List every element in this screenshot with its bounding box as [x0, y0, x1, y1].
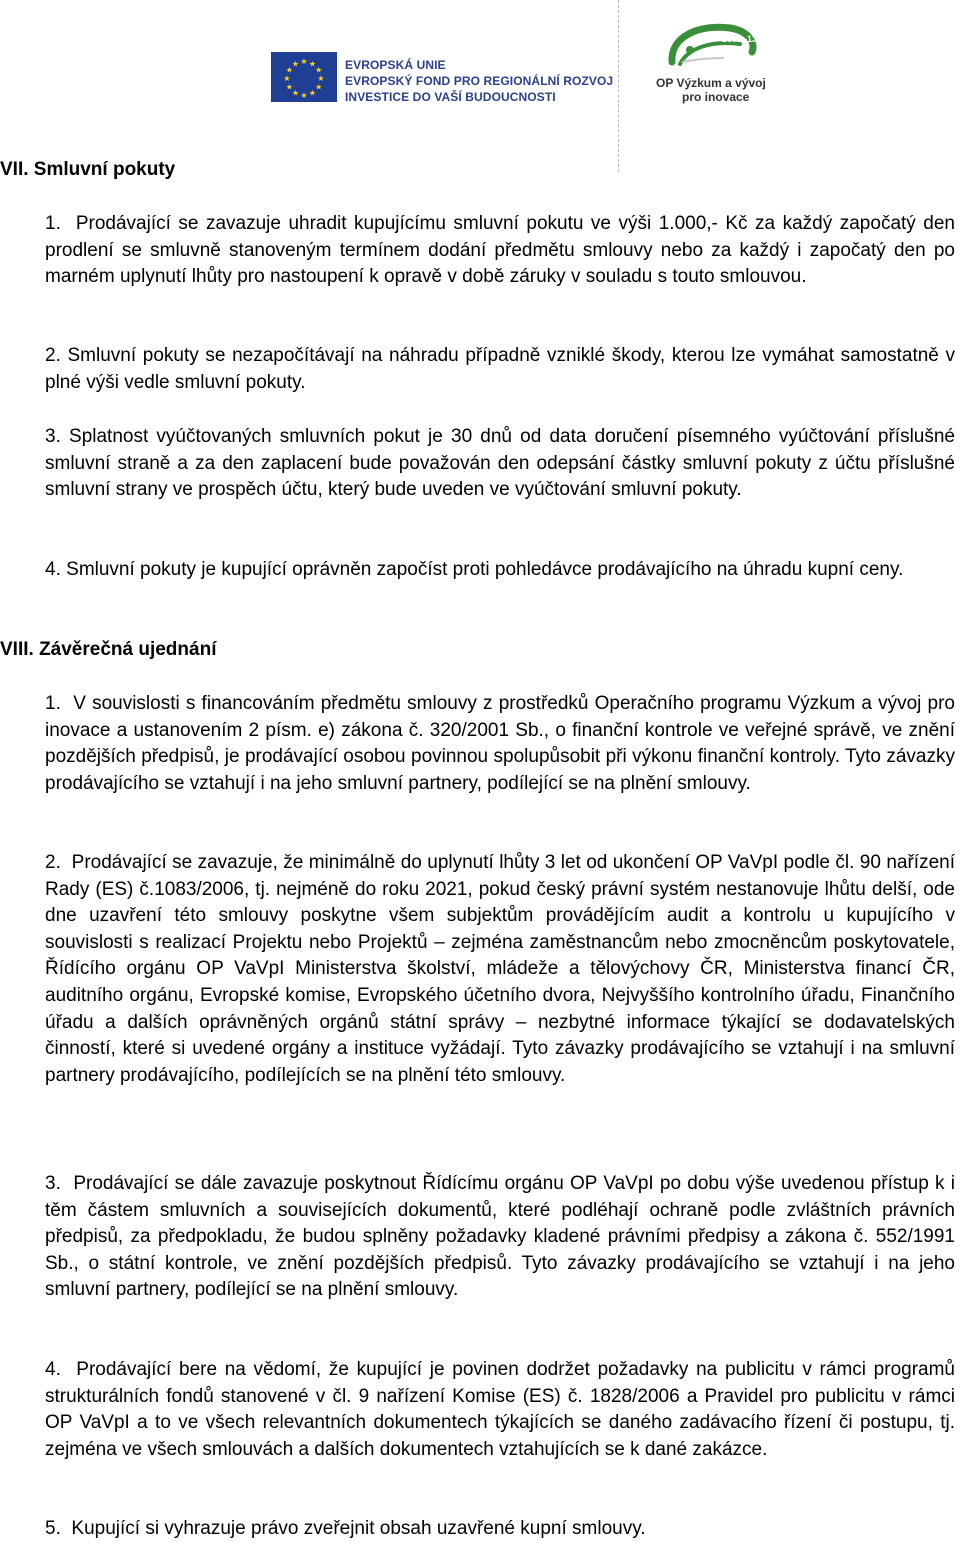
op-years: 2007–13 [722, 34, 758, 44]
clause [45, 343, 955, 396]
clause-text: Splatnost vyúčtovaných smluvních pokut je 30 dnů od data doručení písemného vyúčtování příslušné smluvní straně a za den zaplacení bude považován den odepsání částky smluvní pokuty z účtu příslušné smluvní strany ve prospěch účtu, který bude uveden ve vyúčtování smluvní pokuty. [45, 426, 955, 501]
svg-text:★: ★ [285, 65, 293, 75]
clause-text: Prodávající se zavazuje, že minimálně do uplynutí lhůty 3 let od ukončení OP VaVpI podle čl. 90 nařízení Rady (ES) č.1083/2006, tj. nejméně do roku 2021, pokud český právní systém nestanovuje lhůtu delší, ode dne uzavření této smlouvy poskytne všem subjektům provádějícím audit a kontrolu u kupujícího v souvislosti s realizací Projektu nebo Projektů – zejména zaměstnancům nebo zmocněncům poskytovatele, Řídícího orgánu OP VaVpI Ministerstva školství, mládeže a tělovýchovy ČR, Ministerstva financí ČR, auditního orgánu, Evropské komise, Evropského účetního dvora, Nejvyššího kontrolního úřadu, Finančního úřadu a dalších oprávněných orgánů státní správy – nezbytné informace týkající se dodavatelských činností, které si uvedené orgány a instituce vyžádají. Tyto závazky prodávajícího se vztahují i na smluvní partnery prodávajícího, podílejících se na plnění této smlouvy. [45, 852, 955, 1086]
section-heading: VII. Smluvní pokuty [0, 159, 176, 180]
clause-number: 2. [45, 852, 61, 873]
clause-number: 4. [45, 559, 61, 580]
clause-text: Prodávající bere na vědomí, že kupující je povinen dodržet požadavky na publicitu v rámci programů strukturálních fondů stanovené v čl. 9 nařízení Komise (ES) č. 1828/2006 a Pravidel pro publicitu v rámci OP VaVpI a to ve všech relevantních dokumentech týkajících se daného zadávacího řízení či postupu, tj. zejména ve všech smlouvách a dalších dokumentech vztahujících se k dané zakázce. [45, 1359, 956, 1460]
op-vavpi-logo-icon [660, 18, 760, 74]
clause-number: 4. [45, 1359, 61, 1380]
clause-number: 5. [45, 1518, 61, 1539]
clause-text: Kupující si vyhrazuje právo zveřejnit obsah uzavřené kupní smlouvy. [71, 1518, 646, 1539]
svg-text:★: ★ [300, 91, 308, 100]
clause [45, 557, 955, 584]
eu-line: INVESTICE DO VAŠÍ BUDOUCNOSTI [345, 90, 556, 104]
clause-text: Smluvní pokuty je kupující oprávněn započíst proti pohledávce prodávajícího na úhradu kupní ceny. [66, 559, 904, 580]
clause-number: 1. [45, 693, 61, 714]
clause [45, 850, 955, 1089]
clause-text: Smluvní pokuty se nezapočítávají na náhradu případně vzniklé škody, kterou lze vymáhat samostatně v plné výši vedle smluvní pokuty. [45, 345, 955, 393]
eu-flag-icon [271, 52, 337, 102]
svg-text:★: ★ [283, 74, 291, 83]
clause-text: Prodávající se zavazuje uhradit kupujícímu smluvní pokutu ve výši 1.000,- Kč za každý započatý den prodlení se smluvně stanoveným termínem dodání předmětu smlouvy nebo za každý i započatý den po marném uplynutí lhůty pro nastoupení k opravě v době záruky v souladu s touto smlouvou. [45, 213, 955, 288]
op-logo-text [656, 76, 796, 104]
svg-text:★: ★ [285, 82, 293, 92]
clause [45, 691, 955, 797]
clause [45, 211, 955, 291]
clause [45, 1357, 955, 1463]
page-header [0, 0, 960, 175]
svg-text:★: ★ [315, 65, 323, 75]
svg-text:★: ★ [291, 88, 300, 98]
clause-text: Prodávající se dále zavazuje poskytnout Řídícímu orgánu OP VaVpI po dobu výše uvedenou přístup k i těm částem smluvních a souvisejících dokumentů, které podléhají ochraně podle zvláštních právních předpisů, za předpokladu, že budou splněny požadavky kladené právními předpisy a zákona č. 552/1991 Sb., o státní kontrole, ve znění pozdějších předpisů. Tyto závazky prodávajícího se vztahují i na jeho smluvní partnery, podílející se na plnění smlouvy. [45, 1173, 955, 1301]
eu-line: EVROPSKÝ FOND PRO REGIONÁLNÍ ROZVOJ [345, 74, 614, 88]
svg-text:★: ★ [300, 57, 308, 66]
clause [45, 424, 955, 504]
clause-text: V souvislosti s financováním předmětu smlouvy z prostředků Operačního programu Výzkum a vývoj pro inovace a ustanovením 2 písm. e) zákona č. 320/2001 Sb., o finanční kontrole ve veřejné správě, ve znění pozdějších předpisů, je prodávající osobou povinnou spolupůsobit při výkonu finanční kontroly. Tyto závazky prodávajícího se vztahují i na jeho smluvní partnery, podílející se na plnění smlouvy. [45, 693, 956, 794]
svg-text:★: ★ [308, 88, 317, 98]
header-divider [618, 0, 620, 172]
clause-number: 1. [45, 213, 61, 234]
eu-line: EVROPSKÁ UNIE [345, 58, 446, 72]
clause-number: 2. [45, 345, 61, 366]
clause [45, 1516, 955, 1543]
op-line: pro inovace [682, 90, 750, 104]
clause [45, 1171, 955, 1304]
op-line: OP Výzkum a vývoj [656, 76, 766, 90]
clause-number: 3. [45, 1173, 61, 1194]
clause-number: 3. [45, 426, 61, 447]
svg-text:★: ★ [317, 74, 325, 83]
eu-logo-text [345, 57, 613, 105]
section-heading: VIII. Závěrečná ujednání [0, 639, 217, 660]
svg-text:★: ★ [315, 82, 323, 92]
svg-text:★: ★ [308, 59, 317, 69]
svg-text:★: ★ [291, 59, 300, 69]
